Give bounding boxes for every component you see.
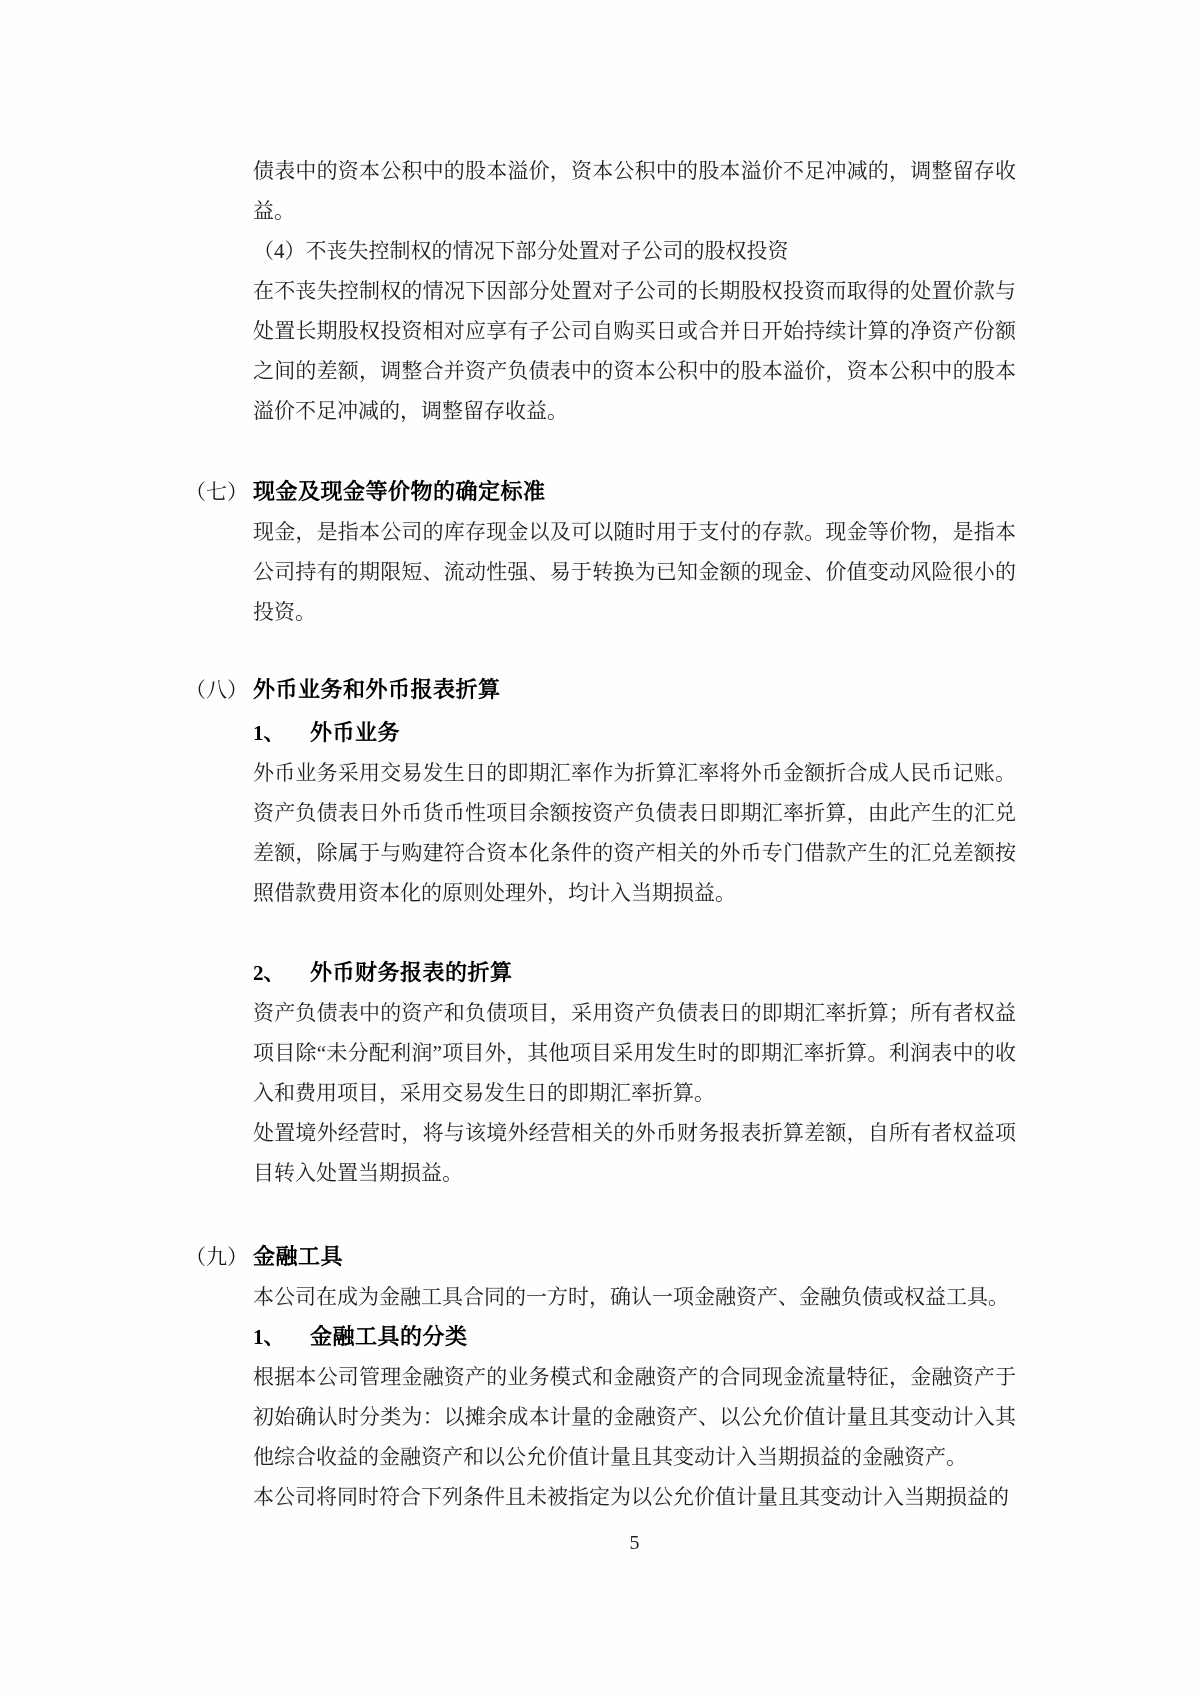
section-9-sub-1-number: 1、	[253, 1325, 285, 1349]
section-8-sub-2-paragraph-1: 资产负债表中的资产和负债项目，采用资产负债表日的即期汇率折算；所有者权益项目除“未分配利润”项目外，其他项目采用发生时的即期汇率折算。利润表中的收入和费用项目，采用交易发生日的即期汇率折算。	[253, 1001, 1016, 1105]
section-8-sub-1-title: 外币业务	[310, 720, 401, 745]
section-8-sub-2-title: 外币财务报表的折算	[310, 960, 513, 985]
text-column	[185, 151, 1018, 1517]
section-8-title: 外币业务和外币报表折算	[253, 677, 501, 702]
section-7-paragraph: 现金，是指本公司的库存现金以及可以随时用于支付的存款。现金等价物，是指本公司持有的期限短、流动性强、易于转换为已知金额的现金、价值变动风险很小的投资。	[253, 520, 1016, 624]
section-9-sub-1-paragraph-2: 本公司将同时符合下列条件且未被指定为以公允价值计量且其变动计入当期损益的	[253, 1485, 1009, 1509]
section-8-heading	[185, 670, 1018, 710]
section-9-title: 金融工具	[253, 1244, 344, 1269]
section-8-sub-2-heading	[253, 953, 1018, 993]
section-7-title: 现金及现金等价物的确定标准	[253, 479, 546, 504]
section-9-sub-1-heading	[253, 1317, 1018, 1357]
section-9-heading	[185, 1237, 1018, 1277]
section-8-label: （八）	[185, 678, 248, 702]
section-7-label: （七）	[185, 480, 248, 504]
carryover-item-4-line: （4）不丧失控制权的情况下部分处置对子公司的股权投资	[253, 239, 789, 263]
section-8-sub-2-paragraph-2: 处置境外经营时，将与该境外经营相关的外币财务报表折算差额，自所有者权益项目转入处置当期损益。	[253, 1121, 1016, 1185]
section-9-sub-1-paragraph-1: 根据本公司管理金融资产的业务模式和金融资产的合同现金流量特征，金融资产于初始确认时分类为：以摊余成本计量的金融资产、以公允价值计量且其变动计入其他综合收益的金融资产和以公允价值计量且其变动计入当期损益的金融资产。	[253, 1365, 1016, 1469]
section-7-heading	[185, 472, 1018, 512]
section-9-sub-1-title: 金融工具的分类	[310, 1324, 468, 1349]
page-number: 5	[629, 1532, 640, 1554]
section-8-sub-2-number: 2、	[253, 961, 285, 985]
section-8-sub-1-paragraph: 外币业务采用交易发生日的即期汇率作为折算汇率将外币金额折合成人民币记账。资产负债表日外币货币性项目余额按资产负债表日即期汇率折算，由此产生的汇兑差额，除属于与购建符合资本化条件的资产相关的外币专门借款产生的汇兑差额按照借款费用资本化的原则处理外，均计入当期损益。	[253, 761, 1016, 905]
section-9-paragraph: 本公司在成为金融工具合同的一方时，确认一项金融资产、金融负债或权益工具。	[253, 1285, 1009, 1309]
section-9-label: （九）	[185, 1245, 248, 1269]
section-8-sub-1-number: 1、	[253, 721, 285, 745]
section-8-sub-1-heading	[253, 713, 1018, 753]
carryover-disposal-paragraph: 在不丧失控制权的情况下因部分处置对子公司的长期股权投资而取得的处置价款与处置长期股权投资相对应享有子公司自购买日或合并日开始持续计算的净资产份额之间的差额，调整合并资产负债表中的资本公积中的股本溢价，资本公积中的股本溢价不足冲减的，调整留存收益。	[253, 279, 1016, 423]
carryover-paragraph: 债表中的资本公积中的股本溢价，资本公积中的股本溢价不足冲减的，调整留存收益。	[253, 159, 1016, 223]
